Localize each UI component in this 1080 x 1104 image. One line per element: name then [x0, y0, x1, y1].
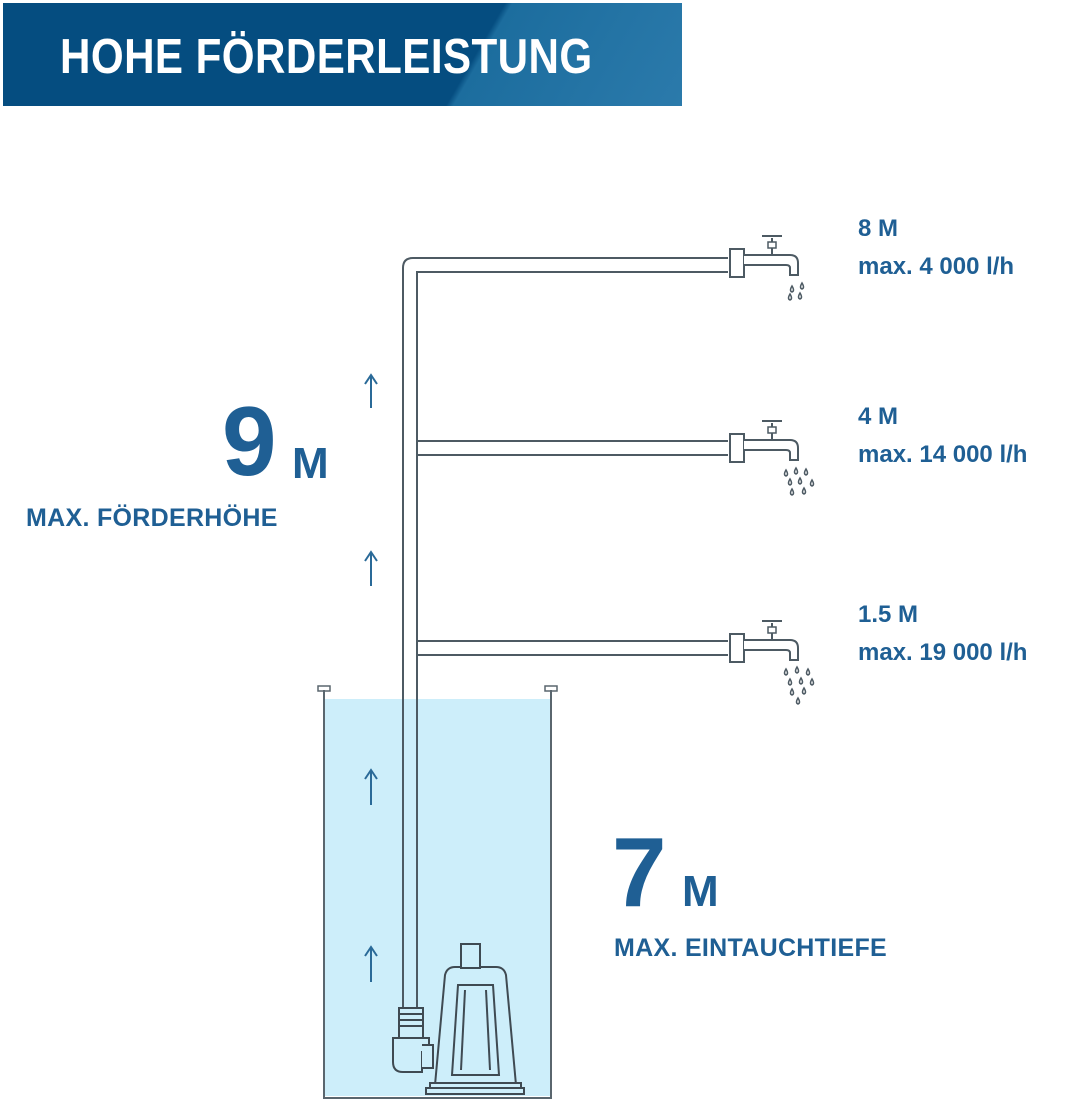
- max-height-caption: MAX. FÖRDERHÖHE: [26, 504, 278, 532]
- max-depth-unit: M: [682, 867, 719, 916]
- outlet-label-top: [858, 210, 1014, 286]
- outlet-flow: max. 14 000 l/h: [858, 441, 1028, 468]
- faucet-icon-top: [730, 236, 804, 300]
- max-depth-value: 7: [612, 817, 667, 927]
- outlet-flow: max. 19 000 l/h: [858, 639, 1028, 666]
- max-height-unit: M: [292, 439, 329, 488]
- outlet-height: 8 M: [858, 215, 899, 242]
- water-tank: [318, 686, 557, 1098]
- outlet-label-bottom: [858, 596, 1027, 672]
- arrow-up-icon: [365, 375, 377, 408]
- outlet-height: 4 M: [858, 403, 899, 430]
- max-depth-caption: MAX. EINTAUCHTIEFE: [614, 934, 887, 962]
- arrow-up-icon: [365, 552, 377, 586]
- faucet-icon-bottom: [730, 621, 814, 704]
- outlet-label-middle: [858, 398, 1027, 474]
- water-drops-icon: [785, 667, 814, 704]
- faucet-icon-middle: [730, 421, 814, 495]
- water-drops-icon: [789, 283, 804, 300]
- outlet-flow: max. 4 000 l/h: [858, 253, 1015, 280]
- max-height-value: 9: [222, 386, 277, 496]
- page-title: HOHE FÖRDERLEISTUNG: [60, 30, 593, 84]
- outlet-height: 1.5 M: [858, 601, 919, 628]
- water-drops-icon: [785, 468, 814, 495]
